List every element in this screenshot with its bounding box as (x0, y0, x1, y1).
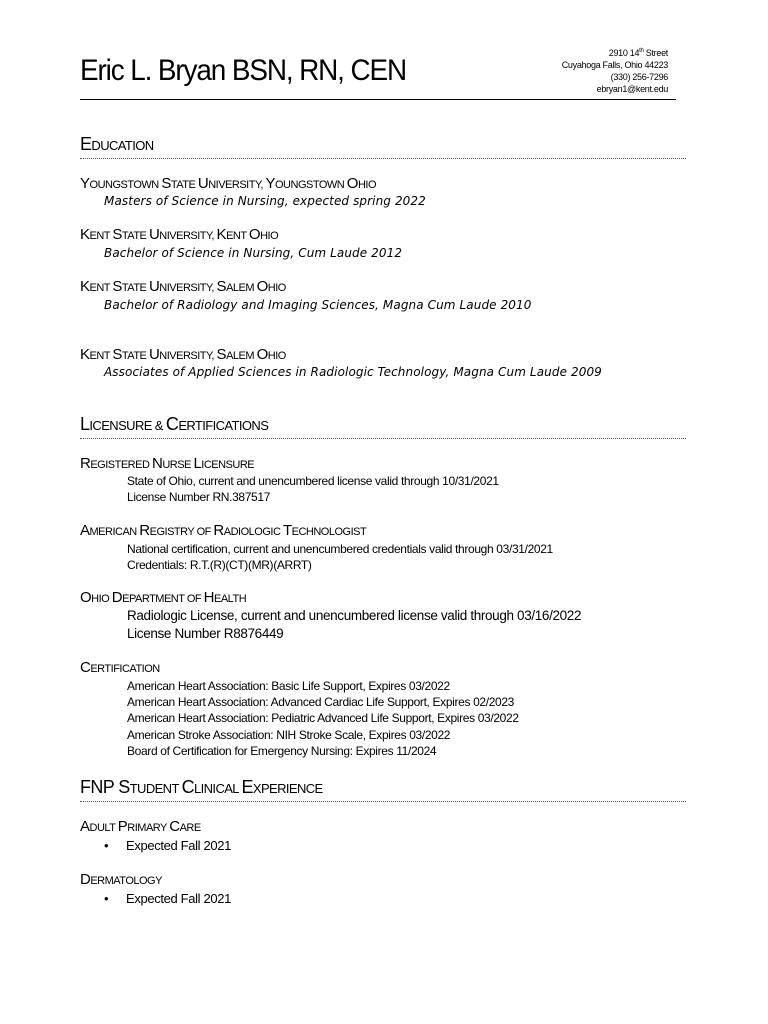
education-institution-2: KENT STATE UNIVERSITY, KENT OHIO (80, 226, 279, 243)
clinical-title-dermatology: DERMATOLOGY (80, 871, 162, 888)
education-institution-4: KENT STATE UNIVERSITY, SALEM OHIO (80, 346, 286, 363)
bullet-icon: • (104, 891, 109, 906)
contact-phone: (330) 256-7296 (610, 72, 668, 82)
certification-item: American Heart Association: Pediatric Advanced Life Support, Expires 03/2022 (127, 711, 519, 725)
contact-email[interactable]: ebryan1@kent.edu (596, 84, 668, 94)
education-degree-4: Associates of Applied Sciences in Radiologic Technology, Magna Cum Laude 2009 (104, 365, 602, 379)
heading-rest: DUCATION (91, 138, 154, 153)
clinical-bullet-text: Expected Fall 2021 (126, 838, 231, 853)
contact-city: Cuyahoga Falls, Ohio 44223 (561, 60, 668, 70)
bullet-icon: • (104, 838, 109, 853)
licensure-heading: LICENSURE & CERTIFICATIONS (80, 414, 686, 439)
clinical-bullet-text: Expected Fall 2021 (126, 891, 231, 906)
street-number: 2910 14 (608, 48, 640, 58)
licensure-detail: State of Ohio, current and unencumbered license valid through 10/31/2021 (127, 474, 499, 488)
education-institution-1: YOUNGSTOWN STATE UNIVERSITY, YOUNGSTOWN OHIO (80, 175, 377, 192)
clinical-heading: FNP STUDENT CLINICAL EXPERIENCE (80, 777, 686, 802)
street-name: Street (643, 48, 668, 58)
contact-block (562, 47, 668, 95)
street-suffix: th (639, 48, 644, 54)
licensure-title-arrt: AMERICAN REGISTRY OF RADIOLOGIC TECHNOLOGIST (80, 522, 367, 539)
header-divider (80, 99, 676, 100)
education-degree-1: Masters of Science in Nursing, expected spring 2022 (104, 194, 426, 208)
contact-street (562, 47, 668, 59)
education-degree-3: Bachelor of Radiology and Imaging Sciences, Magna Cum Laude 2010 (104, 298, 532, 312)
education-heading (80, 134, 686, 159)
certification-item: American Stroke Association: NIH Stroke Scale, Expires 03/2022 (127, 728, 451, 742)
clinical-bullet-item (104, 890, 231, 907)
heading-cap: E (80, 134, 92, 154)
certification-item: American Heart Association: Advanced Cardiac Life Support, Expires 02/2023 (127, 695, 514, 709)
licensure-detail: License Number RN.387517 (127, 490, 271, 504)
education-degree-2: Bachelor of Science in Nursing, Cum Laude 2012 (104, 246, 403, 260)
licensure-detail: National certification, current and unencumbered credentials valid through 03/31/2021 (127, 542, 553, 556)
licensure-detail: License Number R8876449 (127, 626, 284, 641)
clinical-bullet-item (104, 837, 231, 854)
licensure-title-registered-nurse: REGISTERED NURSE LICENSURE (80, 455, 255, 472)
certification-item: Board of Certification for Emergency Nursing: Expires 11/2024 (127, 744, 437, 758)
certification-item: American Heart Association: Basic Life Support, Expires 03/2022 (127, 679, 450, 693)
candidate-name: Eric L. Bryan BSN, RN, CEN (80, 54, 407, 87)
clinical-title-adult-primary-care: ADULT PRIMARY CARE (80, 818, 201, 835)
education-institution-3: KENT STATE UNIVERSITY, SALEM OHIO (80, 278, 286, 295)
licensure-title-ohio-health: OHIO DEPARTMENT OF HEALTH (80, 589, 247, 606)
licensure-detail: Radiologic License, current and unencumbered license valid through 03/16/2022 (127, 608, 582, 623)
licensure-detail: Credentials: R.T.(R)(CT)(MR)(ARRT) (127, 558, 312, 572)
licensure-title-certification: CERTIFICATION (80, 659, 160, 676)
